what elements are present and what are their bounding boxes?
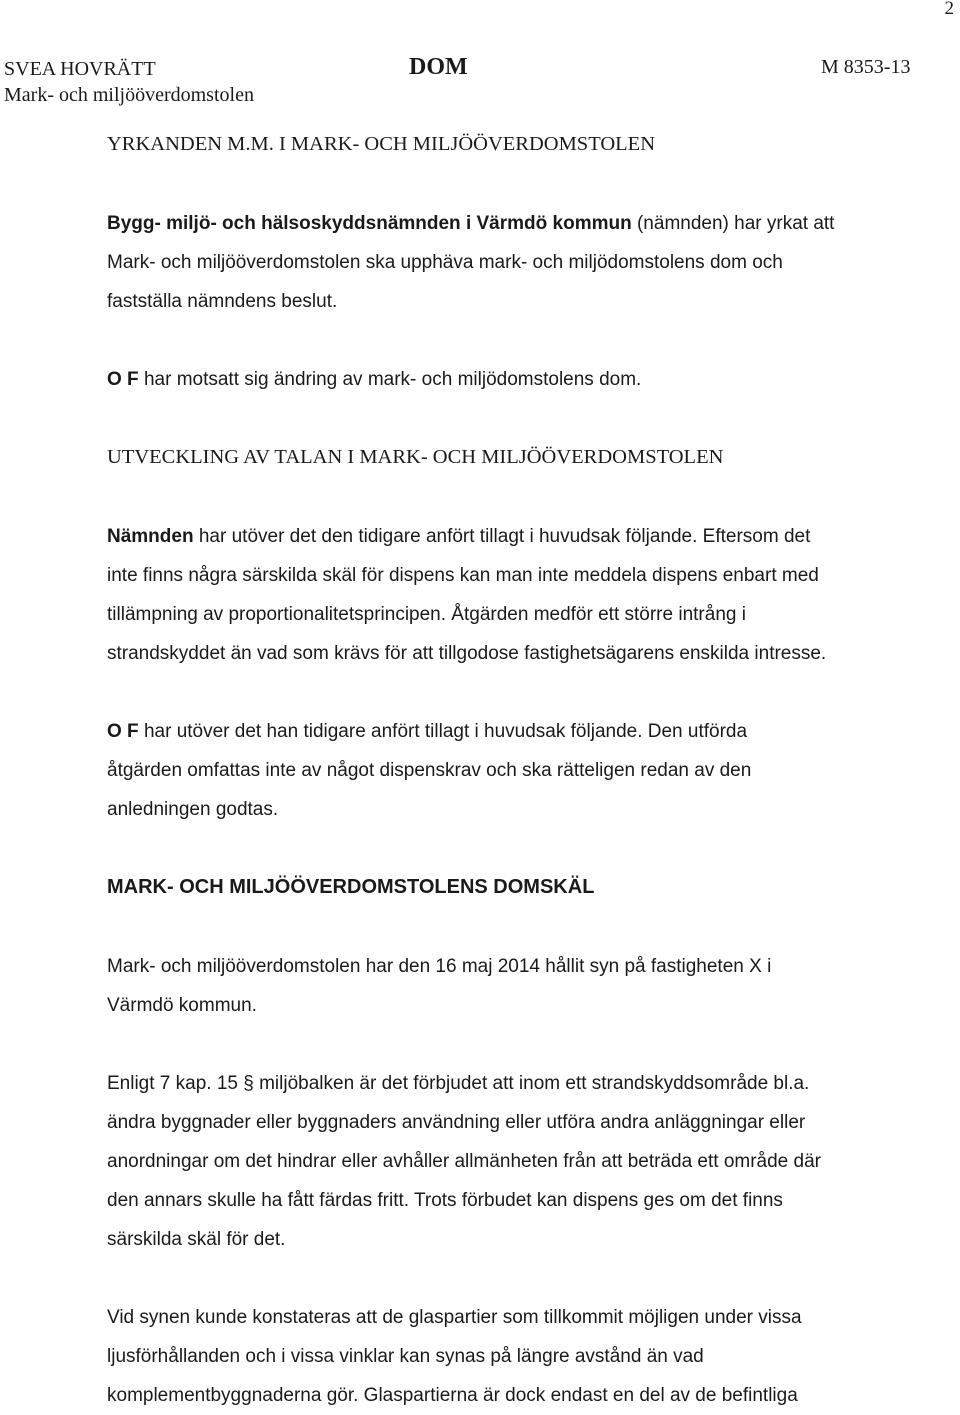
claims-paragraph-owner [107,360,897,399]
reasons-paragraph-law [107,1064,897,1259]
claims-paragraph-committee [107,204,897,321]
court-header [4,56,254,108]
court-division: Mark- och miljööverdomstolen [4,84,254,106]
paragraph-line: tillämpning av proportionalitetsprincipen. Åtgärden medför ett större intrång i [107,604,746,625]
paragraph-line: ändra byggnader eller byggnaders användning eller utföra andra anläggningar eller [107,1112,806,1133]
paragraph-text: har motsatt sig ändring av mark- och miljödomstolens dom. [138,369,642,390]
paragraph-line: Mark- och miljööverdomstolen har den 16 maj 2014 hållit syn på fastigheten X i [107,956,772,977]
reasons-paragraph-findings [107,1298,897,1415]
paragraph-line: Vid synen kunde konstateras att de glaspartier som tillkommit möjligen under vissa [107,1307,802,1328]
paragraph-line: åtgärden omfattas inte av något dispenskrav och ska rätteligen redan av den [107,760,752,781]
reasons-paragraph-inspection [107,947,897,1025]
argument-paragraph-owner [107,712,897,829]
paragraph-line: fastställa nämndens beslut. [107,291,338,312]
party-name: Nämnden [107,526,194,547]
paragraph-text: har utöver det han tidigare anfört tillagt i huvudsak följande. Den utförda [138,721,748,742]
paragraph-line: komplementbyggnaderna gör. Glaspartierna är dock endast en del av de befintliga [107,1385,798,1406]
argument-paragraph-committee [107,517,897,673]
paragraph-line: anledningen godtas. [107,799,279,820]
argument-heading: UTVECKLING AV TALAN I MARK- OCH MILJÖÖVERDOMSTOLEN [107,446,724,468]
paragraph-line: inte finns några särskilda skäl för dispens kan man inte meddela dispens enbart med [107,565,819,586]
paragraph-line: ljusförhållanden och i vissa vinklar kan synas på längre avstånd än vad [107,1346,704,1367]
paragraph-text: har utöver det den tidigare anfört tillagt i huvudsak följande. Eftersom det [193,526,811,547]
page-number: 2 [944,0,954,19]
paragraph-line [107,517,897,556]
paragraph-line: särskilda skäl för det. [107,1229,286,1250]
paragraph-line: Värmdö kommun. [107,995,257,1016]
case-number: M 8353-13 [821,56,911,78]
document-type: DOM [409,54,468,80]
paragraph-line: strandskyddet än vad som krävs för att tillgodose fastighetsägarens enskilda intresse. [107,643,827,664]
paragraph-line [107,360,897,399]
paragraph-line [107,204,897,243]
paragraph-line: Enligt 7 kap. 15 § miljöbalken är det förbjudet att inom ett strandskyddsområde bl.a. [107,1073,810,1094]
paragraph-line: anordningar om det hindrar eller avhåller allmänheten från att beträda ett område där [107,1151,821,1172]
paragraph-text: (nämnden) har yrkat att [631,213,835,234]
paragraph-line [107,712,897,751]
party-name: O F [107,721,139,742]
party-name: O F [107,369,139,390]
court-name: SVEA HOVRÄTT [4,58,156,80]
reasons-heading: MARK- OCH MILJÖÖVERDOMSTOLENS DOMSKÄL [107,876,595,898]
claims-heading: YRKANDEN M.M. I MARK- OCH MILJÖÖVERDOMSTOLEN [107,133,656,155]
party-name: Bygg- miljö- och hälsoskyddsnämnden i Värmdö kommun [107,213,632,234]
paragraph-line: Mark- och miljööverdomstolen ska upphäva mark- och miljödomstolens dom och [107,252,783,273]
paragraph-line: den annars skulle ha fått färdas fritt. Trots förbudet kan dispens ges om det finns [107,1190,783,1211]
